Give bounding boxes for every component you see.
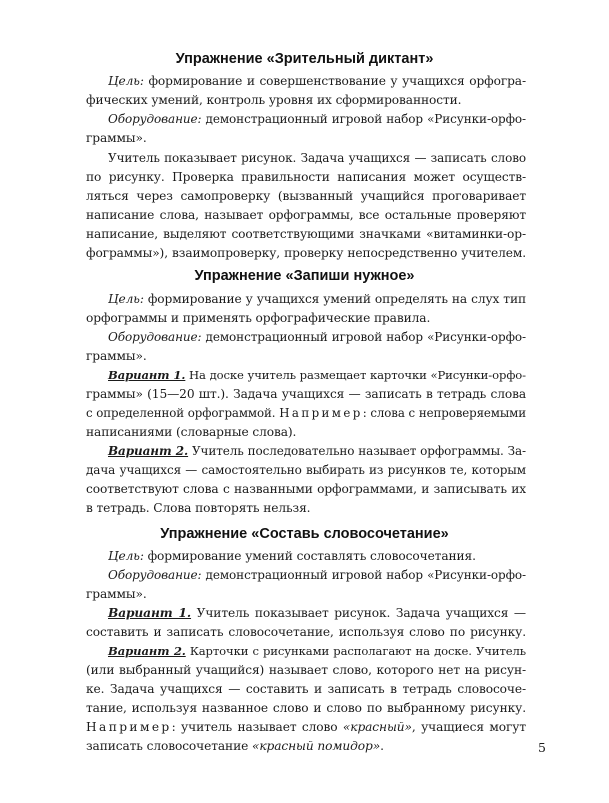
paragraph-line: в тетрадь. Слова повторять нельзя. [86, 501, 311, 515]
section-title: Упражнение «Зрительный диктант» [175, 51, 434, 67]
page-number: 5 [538, 740, 546, 755]
paragraph-line: фограммы»), взаимопроверку, проверку непосредственно учителем. [86, 246, 526, 260]
paragraph-line: Цель: формирование умений составлять словосочетания. [108, 549, 476, 563]
paragraph-line: с определенной орфограммой. Например: слова с непроверяемыми [86, 406, 526, 420]
paragraph-line: по рисунку. Проверка правильности написания может осуществ- [86, 170, 526, 184]
paragraph-line: Вариант 1. Учитель показывает рисунок. Задача учащихся — [108, 606, 526, 620]
paragraph-line: Оборудование: демонстрационный игровой набор «Рисунки-орфо- [108, 568, 526, 582]
paragraph-line: (или выбранный учащийся) называет слово, которого нет на рисун- [86, 663, 526, 677]
paragraph-line: написание, выделяют соответствующими значками «витаминки-ор- [86, 227, 526, 241]
section-title: Упражнение «Составь словосочетание» [160, 526, 449, 542]
paragraph-line: граммы» (15—20 шт.). Задача учащихся — записать в тетрадь слова [86, 387, 526, 401]
paragraph-line: граммы». [86, 587, 147, 601]
paragraph-line: орфограммы и применять орфографические правила. [86, 311, 431, 325]
paragraph-line: дача учащихся — самостоятельно выбирать из рисунков те, которым [86, 463, 526, 477]
paragraph-line: составить и записать словосочетание, используя слово по рисунку. [86, 625, 526, 639]
paragraph-line: Например: учитель называет слово «красный», учащиеся могут [86, 720, 526, 734]
paragraph-line: ляться через самопроверку (вызванный учащийся проговаривает [86, 189, 526, 203]
section-title: Упражнение «Запиши нужное» [194, 268, 415, 284]
paragraph-line: Учитель показывает рисунок. Задача учащихся — записать слово [108, 151, 526, 165]
paragraph-line: записать словосочетание «красный помидор». [86, 739, 384, 753]
paragraph-line: написание слова, называет орфограммы, все остальные проверяют [86, 208, 526, 222]
paragraph-line: фических умений, контроль уровня их сформированности. [86, 93, 462, 107]
paragraph-line: Цель: формирование и совершенствование у учащихся орфогра- [108, 74, 526, 88]
paragraph-line: написаниями (словарные слова). [86, 425, 297, 439]
paragraph-line: Вариант 2. Карточки с рисунками располагают на доске. Учитель [108, 644, 526, 658]
paragraph-line: граммы». [86, 349, 147, 363]
paragraph-line: Вариант 1. На доске учитель размещает карточки «Рисунки-орфо- [108, 368, 527, 382]
paragraph-line: Вариант 2. Учитель последовательно называет орфограммы. За- [108, 444, 526, 458]
paragraph-line: Оборудование: демонстрационный игровой набор «Рисунки-орфо- [108, 330, 526, 344]
paragraph-line: Цель: формирование у учащихся умений определять на слух тип [108, 292, 526, 306]
paragraph-line: ке. Задача учащихся — составить и записать в тетрадь словосоче- [86, 682, 526, 696]
paragraph-line: соответствуют слова с названными орфограммами, и записывать их [86, 482, 526, 496]
paragraph-line: Оборудование: демонстрационный игровой набор «Рисунки-орфо- [108, 112, 526, 126]
paragraph-line: граммы». [86, 131, 147, 145]
paragraph-line: тание, используя названное слово и слово по выбранному рисунку. [86, 701, 526, 715]
